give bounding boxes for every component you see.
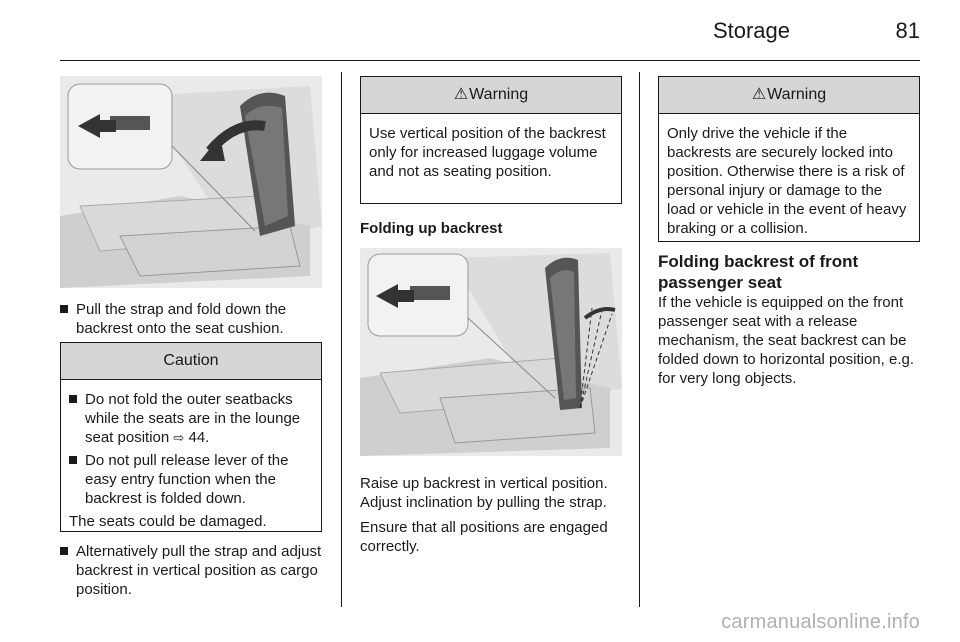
- warning-box: [360, 76, 622, 204]
- warning-icon: ⚠: [751, 86, 767, 103]
- paragraph-front-passenger: If the vehicle is equipped on the front passenger seat with a release mechanism, the seat backrest can be folded down to horizontal position, e.g. for very long objects.: [658, 294, 915, 387]
- column-divider-1: [341, 72, 342, 607]
- caution-title: Caution: [61, 343, 321, 380]
- caution-item: Do not fold the outer seatbacks while the seats are in the lounge seat position ⇨ 44.: [69, 390, 313, 447]
- page-ref-arrow-icon: ⇨: [173, 430, 185, 445]
- paragraph-raise-backrest: Raise up backrest in vertical position. Adjust inclination by pulling the strap.: [360, 475, 608, 511]
- paragraph-ensure-engaged: Ensure that all positions are engaged correctly.: [360, 519, 608, 555]
- header-divider: [60, 60, 920, 61]
- caution-note: The seats could be damaged.: [69, 513, 267, 530]
- warning-icon: ⚠: [453, 86, 469, 103]
- figure-fold-down-backrest: [60, 76, 322, 288]
- caution-item: Do not pull release lever of the easy entry function when the backrest is folded down.: [69, 451, 313, 508]
- bullet-square-icon: [60, 305, 68, 313]
- bullet-alternative: Alternatively pull the strap and adjust backrest in vertical position as cargo position.: [60, 542, 330, 599]
- section-title: Storage: [712, 18, 790, 43]
- page-number: 81: [895, 18, 920, 43]
- section-heading-front-passenger: Folding backrest of front passenger seat: [658, 252, 859, 292]
- seat-fold-up-illustration: [360, 248, 622, 456]
- subheading-folding-up: Folding up backrest: [360, 220, 503, 237]
- warning-title: Warning: [469, 86, 529, 103]
- warning-text: Use vertical position of the backrest only for increased luggage volume and not as seating position.: [369, 125, 606, 180]
- bullet-square-icon: [69, 395, 77, 403]
- page-ref-link[interactable]: 44.: [188, 429, 210, 446]
- warning-title: Warning: [767, 86, 827, 103]
- bullet-pull-strap: Pull the strap and fold down the backrest onto the seat cushion.: [60, 300, 330, 338]
- watermark-text: carmanualsonline.info: [721, 611, 920, 633]
- bullet-square-icon: [60, 547, 68, 555]
- warning-text: Only drive the vehicle if the backrests are securely locked into position. Otherwise there is a risk of personal injury or damage to the load or vehicle in the event of heavy braking or a collision.: [667, 125, 907, 237]
- seat-fold-down-illustration: [60, 76, 322, 288]
- figure-fold-up-backrest: [360, 248, 622, 456]
- warning-box-2: [658, 76, 920, 242]
- caution-box: [60, 342, 322, 532]
- bullet-square-icon: [69, 456, 77, 464]
- column-divider-2: [639, 72, 640, 607]
